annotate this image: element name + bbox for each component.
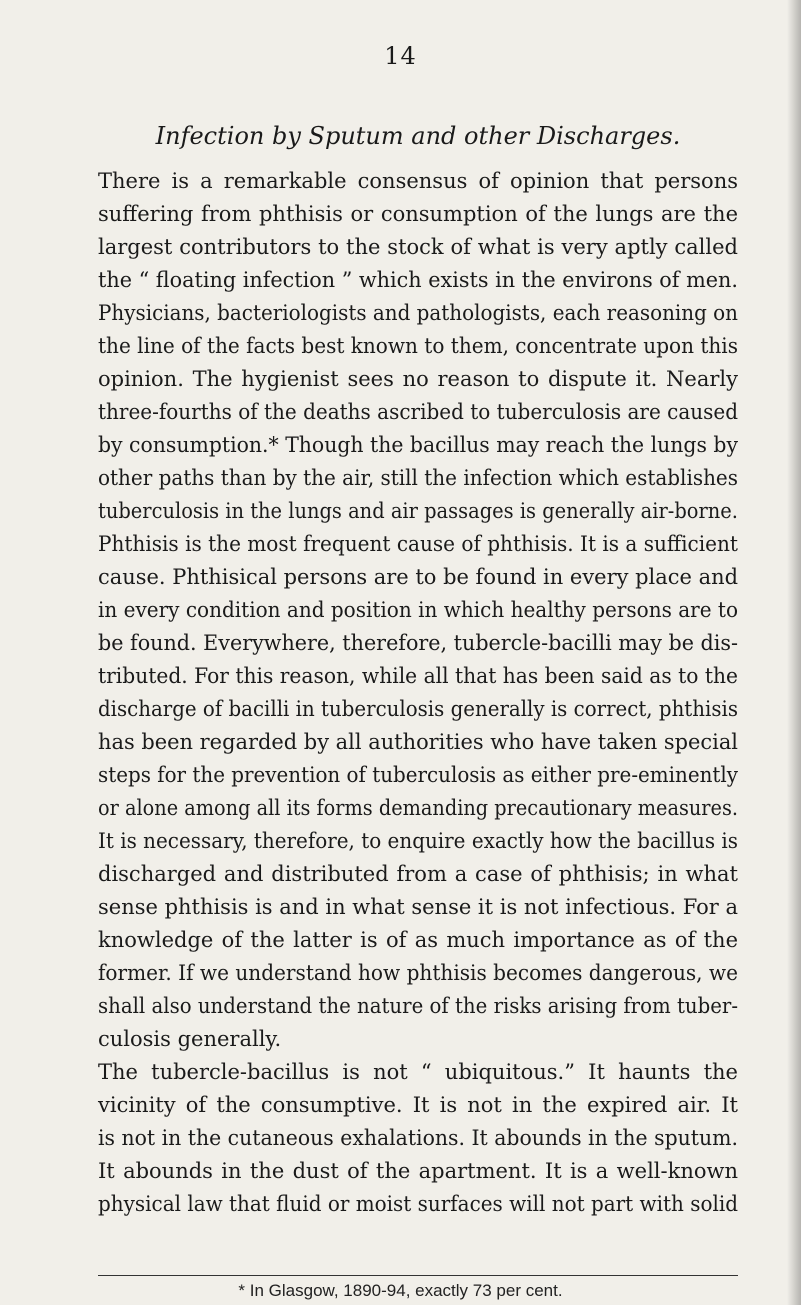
paragraph (98, 165, 738, 1056)
text-line: Physicians, bacteriologists and pathologists, each reasoning on (98, 301, 738, 325)
text-line: three-fourths of the deaths ascribed to tuberculosis are caused (98, 400, 738, 424)
section-heading: Infection by Sputum and other Discharges. (155, 122, 681, 150)
body-text (98, 165, 738, 1221)
text-line: opinion. The hygienist sees no reason to dispute it. Nearly (98, 367, 738, 391)
text-line: physical law that fluid or moist surfaces will not part with solid (98, 1192, 738, 1216)
paragraph (98, 1056, 738, 1221)
text-line: It abounds in the dust of the apartment. It is a well-known (98, 1159, 738, 1183)
text-line: be found. Everywhere, therefore, tubercle-bacilli may be dis- (98, 631, 738, 655)
page-edge-shadow (787, 0, 801, 1305)
text-line: Phthisis is the most frequent cause of phthisis. It is a sufficient (98, 532, 738, 556)
page-number: 14 (384, 42, 417, 70)
text-line: largest contributors to the stock of what is very aptly called (98, 235, 738, 259)
text-line: It is necessary, therefore, to enquire exactly how the bacillus is (98, 829, 738, 853)
text-line: other paths than by the air, still the infection which establishes (98, 466, 738, 490)
text-line: The tubercle-bacillus is not “ ubiquitous.” It haunts the (98, 1060, 738, 1084)
text-line: culosis generally. (98, 1027, 282, 1051)
text-line: tributed. For this reason, while all that has been said as to the (98, 664, 738, 688)
text-line: steps for the prevention of tuberculosis as either pre-eminently (98, 763, 738, 787)
text-line: suffering from phthisis or consumption of the lungs are the (98, 202, 738, 226)
text-line: cause. Phthisical persons are to be found in every place and (98, 565, 738, 589)
text-line: There is a remarkable consensus of opinion that persons (98, 169, 738, 193)
text-line: in every condition and position in which healthy persons are to (98, 598, 738, 622)
text-line: sense phthisis is and in what sense it is not infectious. For a (98, 895, 738, 919)
text-line: discharge of bacilli in tuberculosis generally is correct, phthisis (98, 697, 738, 721)
text-line: shall also understand the nature of the risks arising from tuber- (98, 994, 738, 1018)
text-line: the “ floating infection ” which exists in the environs of men. (98, 268, 738, 292)
text-line: has been regarded by all authorities who have taken special (98, 730, 738, 754)
text-line: vicinity of the consumptive. It is not in the expired air. It (98, 1093, 738, 1117)
text-line: tuberculosis in the lungs and air passages is generally air-borne. (98, 499, 738, 523)
text-line: knowledge of the latter is of as much importance as of the (98, 928, 738, 952)
text-line: former. If we understand how phthisis becomes dangerous, we (98, 961, 738, 985)
text-line: or alone among all its forms demanding precautionary measures. (98, 796, 738, 820)
text-line: is not in the cutaneous exhalations. It abounds in the sputum. (98, 1126, 738, 1150)
text-line: the line of the facts best known to them, concentrate upon this (98, 334, 738, 358)
footnote-divider (98, 1275, 738, 1276)
text-line: by consumption.* Though the bacillus may reach the lungs by (98, 433, 738, 457)
text-line: discharged and distributed from a case of phthisis; in what (98, 862, 738, 886)
footnote: * In Glasgow, 1890-94, exactly 73 per cent. (238, 1281, 563, 1300)
